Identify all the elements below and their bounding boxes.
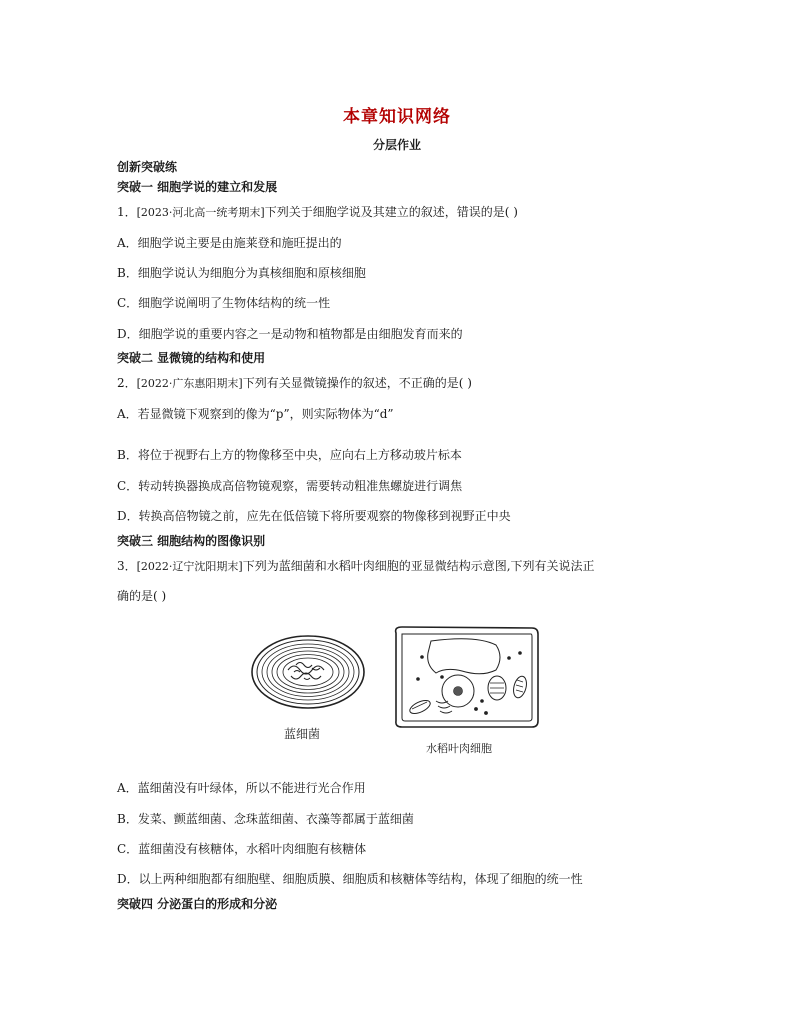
question-3 bbox=[117, 557, 595, 574]
cyanobacterium-caption: 蓝细菌 bbox=[284, 727, 321, 741]
option-c: C．转动转换器换成高倍物镜观察，需要转动粗准焦螺旋进行调焦 bbox=[117, 479, 463, 493]
topic-heading-1: 突破一 细胞学说的建立和发展 bbox=[117, 180, 278, 194]
option-b: B．发菜、颤蓝细菌、念珠蓝细菌、衣藻等都属于蓝细菌 bbox=[117, 812, 414, 826]
option-d: D．细胞学说的重要内容之一是动物和植物都是由细胞发育而来的 bbox=[117, 327, 463, 341]
plant-cell-diagram bbox=[396, 627, 538, 727]
page-title: 本章知识网络 bbox=[343, 107, 451, 127]
question-1 bbox=[117, 203, 518, 220]
option-c: C．蓝细菌没有核糖体，水稻叶肉细胞有核糖体 bbox=[117, 842, 367, 856]
topic-heading-4: 突破四 分泌蛋白的形成和分泌 bbox=[117, 897, 278, 911]
question-source: [2022·辽宁沈阳期末] bbox=[136, 560, 243, 573]
cell-diagrams bbox=[246, 625, 546, 735]
topic-heading-3: 突破三 细胞结构的图像识别 bbox=[117, 534, 266, 548]
question-source: [2023·河北高一统考期末] bbox=[136, 206, 265, 219]
question-stem: 下列为蓝细菌和水稻叶肉细胞的亚显微结构示意图,下列有关说法正 bbox=[242, 559, 595, 573]
question-number: 3． bbox=[117, 559, 137, 573]
option-d: D．转换高倍物镜之前，应先在低倍镜下将所要观察的物像移到视野正中央 bbox=[117, 509, 511, 523]
section-heading: 创新突破练 bbox=[117, 160, 178, 174]
question-number: 2． bbox=[117, 376, 137, 390]
question-stem: 下列有关显微镜操作的叙述，不正确的是( ) bbox=[242, 376, 472, 390]
question-stem: 下列关于细胞学说及其建立的叙述，错误的是( ) bbox=[264, 205, 518, 219]
question-2 bbox=[117, 374, 472, 391]
option-a: A．细胞学说主要是由施莱登和施旺提出的 bbox=[117, 236, 342, 250]
option-b: B．细胞学说认为细胞分为真核细胞和原核细胞 bbox=[117, 266, 366, 280]
option-c: C．细胞学说阐明了生物体结构的统一性 bbox=[117, 296, 331, 310]
topic-heading-2: 突破二 显微镜的结构和使用 bbox=[117, 351, 266, 365]
option-a: A．若显微镜下观察到的像为“p”，则实际物体为“d” bbox=[117, 407, 394, 421]
question-number: 1． bbox=[117, 205, 137, 219]
question-3-continued: 确的是( ) bbox=[117, 589, 167, 603]
cell-structure-figure bbox=[246, 625, 546, 760]
cyanobacterium-diagram bbox=[252, 636, 364, 708]
plant-cell-caption: 水稻叶肉细胞 bbox=[426, 742, 492, 755]
option-b: B．将位于视野右上方的物像移至中央，应向右上方移动玻片标本 bbox=[117, 448, 462, 462]
question-source: [2022·广东惠阳期末] bbox=[136, 377, 243, 390]
page-subtitle: 分层作业 bbox=[372, 138, 421, 152]
option-d: D．以上两种细胞都有细胞壁、细胞质膜、细胞质和核糖体等结构，体现了细胞的统一性 bbox=[117, 872, 583, 886]
option-a: A．蓝细菌没有叶绿体，所以不能进行光合作用 bbox=[117, 781, 366, 795]
